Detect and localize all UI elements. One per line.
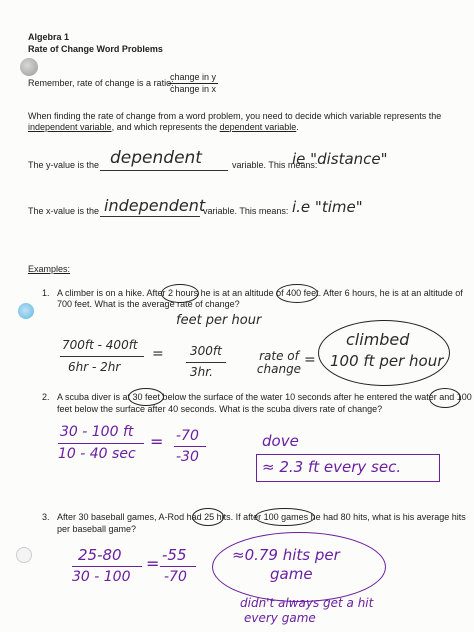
example-2-fraction-num: 30 - 100 ft — [60, 424, 134, 440]
binder-hole-top — [20, 58, 38, 76]
example-3-result-den: -70 — [164, 569, 187, 585]
circle-30-feet — [128, 388, 164, 406]
x-value-meaning: i.e "time" — [292, 198, 363, 216]
y-value-prefix: The y-value is the — [28, 160, 100, 170]
example-1-rate-equals: = — [304, 352, 316, 368]
example-2-number: 2. — [42, 392, 50, 402]
example-3-note-line1: didn't always get a hit — [240, 596, 374, 610]
example-2-line1: A scuba diver is at 30 feet below the surface of the water 10 seconds after he entered the water and 100 — [57, 392, 472, 402]
example-1-fraction-bar — [60, 356, 144, 357]
example-2-equals: = — [150, 432, 164, 451]
circle-100-games — [255, 508, 315, 526]
example-1-answer-line2: 100 ft per hour — [330, 352, 444, 370]
example-2-fraction-den: 10 - 40 sec — [58, 446, 136, 462]
intro-line1: When finding the rate of change from a word problem, you need to decide which variable represents the — [28, 111, 442, 121]
binder-hole-middle — [18, 303, 34, 319]
y-value-suffix: variable. This means: — [232, 160, 318, 170]
example-3-answer-line2: game — [270, 565, 313, 583]
example-3-fraction-num: 25-80 — [78, 546, 122, 564]
example-1-result-den: 3hr. — [190, 365, 213, 379]
independent-variable-term: independent variable — [28, 122, 112, 132]
example-1-fraction-num: 700ft - 400ft — [62, 338, 138, 352]
x-value-blank — [100, 216, 200, 217]
example-3-fraction-den: 30 - 100 — [72, 569, 131, 585]
circle-2-hours — [161, 284, 199, 303]
circle-25-hits — [192, 508, 224, 526]
ratio-denominator: change in x — [170, 84, 217, 94]
example-1-number: 1. — [42, 288, 50, 298]
examples-label: Examples: — [28, 264, 71, 274]
example-2-line2: feet below the surface after 40 seconds. What is the scuba divers rate of change? — [57, 404, 383, 414]
example-1-equals: = — [152, 346, 164, 362]
y-value-blank — [100, 170, 228, 171]
intro-paragraph — [28, 111, 468, 133]
example-1-result-bar — [186, 362, 226, 363]
example-1-fraction-den: 6hr - 2hr — [68, 360, 121, 374]
course-title: Algebra 1 — [28, 32, 70, 42]
y-value-answer: dependent — [110, 148, 202, 168]
remember-text: Remember, rate of change is a ratio: — [28, 78, 174, 88]
example-1-units: feet per hour — [176, 313, 262, 328]
example-3-fraction-bar — [72, 566, 142, 567]
example-2-result-bar — [174, 446, 206, 447]
binder-hole-bottom — [16, 547, 32, 563]
y-value-meaning: ie "distance" — [292, 150, 388, 168]
circle-400-feet — [276, 284, 318, 303]
circle-100 — [429, 388, 461, 408]
ratio-fraction — [168, 72, 218, 95]
example-3-line1: After 30 baseball games, A-Rod had 25 hits. If after 100 games he had 80 hits, what is his average hits — [57, 512, 466, 522]
example-3-result-num: -55 — [162, 546, 187, 564]
example-3-equals: = — [146, 554, 160, 573]
intro-and: , and which represents the — [111, 122, 218, 132]
example-3-result-bar — [160, 566, 196, 567]
example-1-line2: 700 feet. What is the average rate of change? — [57, 299, 240, 309]
example-3-line2: per baseball game? — [57, 524, 137, 534]
dependent-variable-term: dependent variable — [219, 122, 297, 132]
example-1-line1: A climber is on a hike. After 2 hours he is at an altitude of 400 feet. After 6 hours, he is at an altitude of — [57, 288, 463, 298]
example-1-rate-label: rate of change — [256, 349, 302, 376]
example-3-number: 3. — [42, 512, 50, 522]
example-2-result-den: -30 — [176, 449, 199, 465]
example-1-answer-line1: climbed — [346, 330, 410, 349]
x-value-answer: independent — [104, 196, 206, 215]
example-2-answer: ≈ 2.3 ft every sec. — [262, 458, 402, 476]
example-2-fraction-bar — [58, 443, 144, 444]
ratio-numerator: change in y — [170, 72, 217, 82]
page-title: Rate of Change Word Problems — [28, 44, 163, 54]
x-value-suffix: variable. This means: — [203, 206, 289, 216]
intro-end: . — [296, 122, 299, 132]
example-1-result-num: 300ft — [190, 344, 222, 358]
example-3-answer-line1: ≈0.79 hits per — [232, 546, 340, 564]
example-2-result-num: -70 — [176, 428, 199, 444]
x-value-prefix: The x-value is the — [28, 206, 100, 216]
example-2-note: dove — [262, 432, 299, 450]
example-3-note-line2: every game — [244, 611, 316, 625]
